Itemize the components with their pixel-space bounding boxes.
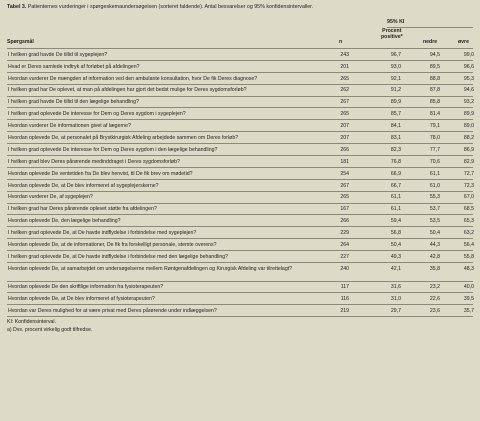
row-n: 264 xyxy=(340,242,349,249)
row-upper: 94,6 xyxy=(463,87,474,94)
table-row xyxy=(7,214,473,226)
row-n: 240 xyxy=(340,265,349,272)
row-n: 207 xyxy=(340,123,349,130)
row-percent: 84,1 xyxy=(390,123,401,130)
row-question: Hvordan oplevede De ventetiden fra De blev henvist, til De fik brev om mødetid? xyxy=(8,170,193,177)
header-percent-line1: Procent xyxy=(382,28,402,34)
row-upper: 55,8 xyxy=(463,253,474,260)
row-lower: 88,8 xyxy=(429,75,440,82)
row-question: Hvordan oplevede De, at samarbejdet om undersøgelserne mellem Røntgenafdelingen og Kirurgisk Afdeling var tilrettelagt? xyxy=(8,265,293,272)
table-row xyxy=(7,238,473,250)
row-percent: 31,0 xyxy=(390,296,401,303)
table-caption xyxy=(7,4,475,13)
row-n: 265 xyxy=(340,194,349,201)
row-percent: 61,1 xyxy=(390,206,401,213)
row-n: 219 xyxy=(340,308,349,315)
row-lower: 61,0 xyxy=(429,182,440,189)
row-question: Hvordan var Deres mulighed for at være privat med Deres pårørende under indlæggelsen? xyxy=(8,308,217,315)
row-lower: 81,4 xyxy=(429,111,440,118)
row-percent: 92,1 xyxy=(390,75,401,82)
caption-label: Tabel 3. xyxy=(7,4,27,10)
row-percent: 91,2 xyxy=(390,87,401,94)
row-n: 201 xyxy=(340,63,349,70)
row-percent: 42,1 xyxy=(390,265,401,272)
row-upper: 56,4 xyxy=(463,242,474,249)
row-percent: 89,9 xyxy=(390,99,401,106)
row-upper: 48,3 xyxy=(463,265,474,272)
row-n: 265 xyxy=(340,75,349,82)
table-footnotes xyxy=(7,319,92,334)
table-row xyxy=(7,72,473,84)
caption-text: Patienternes vurderinger i spørgeskemaundersøgelsen (sorteret faldende). Antal besvarelser og 95% konfidensintervaller. xyxy=(27,4,314,10)
table-row xyxy=(7,203,473,215)
row-percent: 85,7 xyxy=(390,111,401,118)
header-percent-line2: positive* xyxy=(381,34,403,41)
row-upper: 96,6 xyxy=(463,63,474,70)
row-lower: 44,3 xyxy=(429,242,440,249)
table-row xyxy=(7,107,473,119)
ki-group-header: 95% KI xyxy=(387,19,405,25)
table-row xyxy=(7,48,473,60)
row-lower: 94,5 xyxy=(429,51,440,58)
row-percent: 83,1 xyxy=(390,135,401,142)
row-upper: 93,2 xyxy=(463,99,474,106)
row-n: 243 xyxy=(340,51,349,58)
row-question: Hvordan vurderer De mængden af information ved den ambulante konsultation, hvor De fik Deres diagnose? xyxy=(8,75,258,82)
row-lower: 22,6 xyxy=(429,296,440,303)
row-lower: 55,3 xyxy=(429,194,440,201)
row-percent: 59,4 xyxy=(390,218,401,225)
row-upper: 86,9 xyxy=(463,146,474,153)
row-question: Hvordan oplevede De, at personalet på Brystkirurgisk Afdeling arbejdede sammen om Deres forløb? xyxy=(8,135,239,142)
table-row xyxy=(7,304,473,316)
row-percent: 96,7 xyxy=(390,51,401,58)
row-lower: 53,7 xyxy=(429,206,440,213)
row-lower: 78,0 xyxy=(429,135,440,142)
footnote-a: a) Dvs. procent virkelig godt tilfredse. xyxy=(7,326,93,333)
row-lower: 61,1 xyxy=(429,170,440,177)
header-upper: øvre xyxy=(458,39,469,45)
row-upper: 89,0 xyxy=(463,123,474,130)
row-lower: 42,8 xyxy=(429,253,440,260)
row-n: 227 xyxy=(340,253,349,260)
table-row xyxy=(7,262,473,281)
row-question: I hvilken grad oplevede De, at De havde indflydelse i forbindelse med den lægelige behandling? xyxy=(8,253,229,260)
row-lower: 70,6 xyxy=(429,158,440,165)
row-question: I hvilken grad oplevede De interesse for Dem og Deres sygdom i den lægelige behandling? xyxy=(8,146,218,153)
row-question: Hvordan vurderer De informationen givet af lægerne? xyxy=(8,123,131,130)
row-question: Hvordan oplevede De, at De blev informeret af sygeplejerskerne? xyxy=(8,182,159,189)
row-n: 117 xyxy=(340,284,349,291)
row-n: 265 xyxy=(340,111,349,118)
row-n: 207 xyxy=(340,135,349,142)
row-percent: 29,7 xyxy=(390,308,401,315)
row-percent: 93,0 xyxy=(390,63,401,70)
row-question: Hvordan oplevede De den skriftlige information fra fysioterapeuten? xyxy=(8,284,164,291)
table-row xyxy=(7,191,473,203)
row-percent: 61,1 xyxy=(390,194,401,201)
row-percent: 82,3 xyxy=(390,146,401,153)
row-percent: 31,6 xyxy=(390,284,401,291)
row-n: 167 xyxy=(340,206,349,213)
row-percent: 50,4 xyxy=(390,242,401,249)
row-upper: 99,0 xyxy=(463,51,474,58)
header-n: n xyxy=(339,39,343,45)
table-row xyxy=(7,143,473,155)
row-n: 266 xyxy=(340,218,349,225)
row-percent: 76,8 xyxy=(390,158,401,165)
header-question: Spørgsmål xyxy=(7,39,34,45)
row-question: I hvilken grad oplevede De interesse for Dem og Deres sygdom i sygeplejen? xyxy=(8,111,186,118)
row-question: Hvordan oplevede De, at de informationer, De fik fra forskelligt personale, stemte overens? xyxy=(8,242,217,249)
row-lower: 89,5 xyxy=(429,63,440,70)
row-question: I hvilken grad har Deres pårørende oplevet støtte fra afdelingen? xyxy=(8,206,157,213)
table-row xyxy=(7,96,473,108)
table-row xyxy=(7,292,473,304)
row-lower: 85,8 xyxy=(429,99,440,106)
row-question: Hvordan oplevede De, at De blev informeret af fysioterapeuten? xyxy=(8,296,155,303)
row-question: Hvordan oplevede De, den lægelige behandling? xyxy=(8,218,121,225)
row-lower: 53,5 xyxy=(429,218,440,225)
row-upper: 35,7 xyxy=(463,308,474,315)
row-lower: 23,2 xyxy=(429,284,440,291)
row-question: I hvilken grad havde De tillid til sygeplejen? xyxy=(8,51,108,58)
row-upper: 88,2 xyxy=(463,135,474,142)
row-n: 266 xyxy=(340,146,349,153)
table-row xyxy=(7,84,473,96)
row-percent: 66,7 xyxy=(390,182,401,189)
row-lower: 23,6 xyxy=(429,308,440,315)
table-row xyxy=(7,60,473,72)
table-row xyxy=(7,250,473,262)
row-upper: 68,5 xyxy=(463,206,474,213)
table-row xyxy=(7,167,473,179)
table-row xyxy=(7,179,473,191)
table-body xyxy=(7,48,473,316)
row-percent: 56,8 xyxy=(390,230,401,237)
row-n: 267 xyxy=(340,99,349,106)
table-end-rule xyxy=(7,316,473,317)
header-lower: nedre xyxy=(423,39,438,45)
row-n: 116 xyxy=(340,296,349,303)
row-n: 254 xyxy=(340,170,349,177)
table-row xyxy=(7,131,473,143)
row-upper: 72,7 xyxy=(463,170,474,177)
row-lower: 87,8 xyxy=(429,87,440,94)
row-percent: 49,3 xyxy=(390,253,401,260)
row-question: Hvad er Deres samlede indtryk af forløbet på afdelingen? xyxy=(8,63,140,70)
row-upper: 39,5 xyxy=(463,296,474,303)
row-upper: 63,2 xyxy=(463,230,474,237)
row-percent: 66,9 xyxy=(390,170,401,177)
row-question: I hvilken grad blev Deres pårørende medinddraget i Deres sygdomsforløb? xyxy=(8,158,180,165)
row-upper: 82,9 xyxy=(463,158,474,165)
row-question: I hvilken grad har De oplevet, at man på afdelingen har gjort det bedst mulige for Deres sygdomsforløb? xyxy=(8,87,247,94)
row-upper: 95,3 xyxy=(463,75,474,82)
row-upper: 72,3 xyxy=(463,182,474,189)
table-header xyxy=(7,28,473,48)
footnote-ki: KI: Konfidensinterval. xyxy=(7,319,57,326)
row-upper: 65,3 xyxy=(463,218,474,225)
row-upper: 89,9 xyxy=(463,111,474,118)
row-upper: 40,0 xyxy=(463,284,474,291)
row-lower: 79,1 xyxy=(429,123,440,130)
row-n: 181 xyxy=(340,158,349,165)
header-percent xyxy=(381,28,403,41)
row-lower: 50,4 xyxy=(429,230,440,237)
row-n: 267 xyxy=(340,182,349,189)
table-row xyxy=(7,155,473,167)
row-upper: 67,0 xyxy=(463,194,474,201)
row-lower: 77,7 xyxy=(429,146,440,153)
row-lower: 35,8 xyxy=(429,265,440,272)
row-question: I hvilken grad havde De tillid til den lægelige behandling? xyxy=(8,99,139,106)
row-n: 229 xyxy=(340,230,349,237)
table-row xyxy=(7,119,473,131)
table-row xyxy=(7,281,473,293)
table-row xyxy=(7,226,473,238)
row-question: I hvilken grad oplevede De, at De havde indflydelse i forbindelse med sygeplejen? xyxy=(8,230,197,237)
row-question: Hvordan vurderer De, af sygeplejen? xyxy=(8,194,93,201)
row-n: 262 xyxy=(340,87,349,94)
